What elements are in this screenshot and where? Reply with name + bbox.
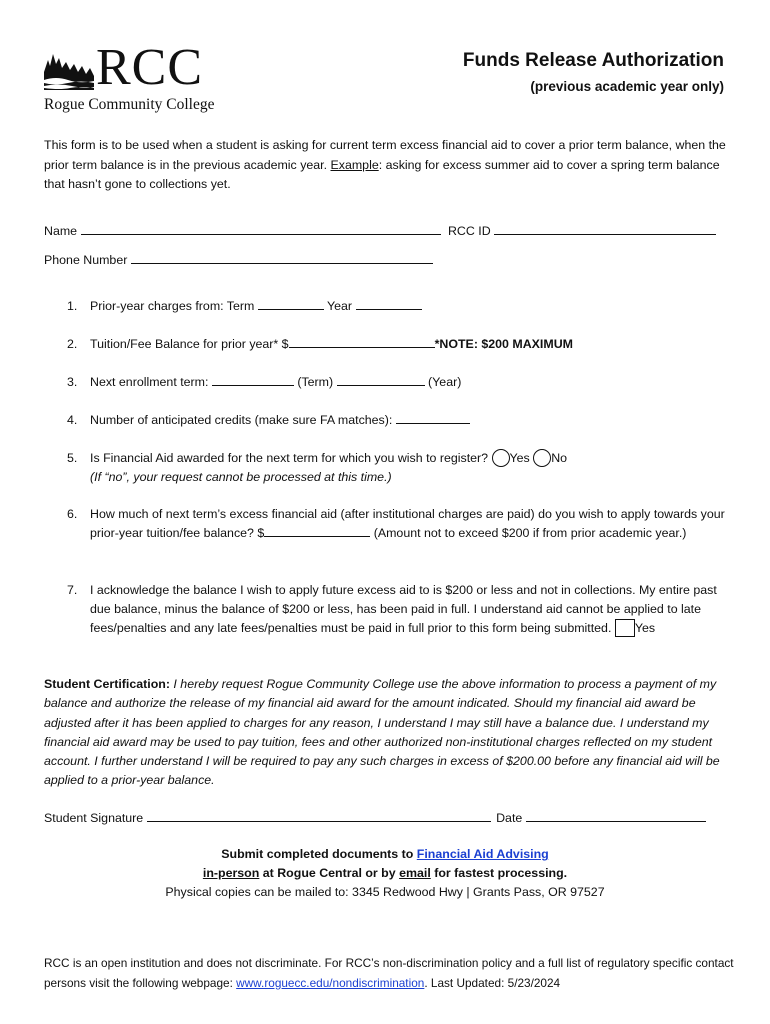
item-5-question: Is Financial Aid awarded for the next term for which you wish to register? [90, 451, 489, 465]
yes-label: Yes [509, 451, 530, 465]
phone-row [44, 251, 433, 267]
certification-label: Student Certification: [44, 677, 170, 691]
apply-amount-field[interactable] [264, 524, 370, 537]
logo-rcc-text: RCC [96, 39, 204, 96]
mailing-address: Physical copies can be mailed to: 3345 Redwood Hwy | Grants Pass, OR 97527 [165, 885, 605, 899]
footer-notice [44, 954, 734, 993]
item-number: 1. [67, 299, 78, 313]
item-3-label: Next enrollment term: [90, 375, 209, 389]
item-5-note: (If “no”, your request cannot be processed at this time.) [90, 470, 392, 484]
page-subtitle: (previous academic year only) [530, 79, 724, 94]
no-radio[interactable] [533, 449, 551, 467]
acknowledge-yes-label: Yes [634, 621, 656, 635]
certification-text: I hereby request Rogue Community College use the above information to process a payment of my balance and authorize the release of my financial aid award for the amount indicated. Should my financial aid award be adjusted after it has been applied to charges for any reason, I understand I may still have a balance due. I understand my financial aid award may be used to pay tuition, fees and other authorized non-institutional charges reflected on my student account. I further understand I will be required to pay any such charges in excess of $200.00 before any financial aid will be applied to a prior-year balance. [44, 677, 720, 788]
yes-radio[interactable] [492, 449, 510, 467]
logo-college-name: Rogue Community College [44, 96, 215, 113]
submit-line-2 [0, 866, 770, 880]
rogue-central-text: at Rogue Central or by [259, 866, 400, 880]
signature-field[interactable] [147, 809, 491, 822]
page-title: Funds Release Authorization [462, 50, 724, 71]
name-row [44, 222, 716, 238]
credits-field[interactable] [396, 411, 470, 424]
item-2-note: *NOTE: $200 MAXIMUM [434, 337, 573, 351]
item-number: 4. [67, 413, 78, 427]
nondiscrimination-link[interactable]: www.roguecc.edu/nondiscrimination [236, 975, 425, 990]
submit-line-1 [0, 847, 770, 861]
student-certification [44, 675, 734, 791]
intro-text-1: This form is to be used when a student is asking for current term excess financial aid to cover a prior term balance, when the prior term balance is in the previous academic year. [44, 138, 726, 172]
name-field[interactable] [81, 222, 441, 235]
phone-label: Phone Number [44, 253, 128, 267]
item-1-year-label: Year [327, 299, 353, 313]
intro-paragraph [44, 136, 734, 195]
item-3-year-label: (Year) [428, 375, 462, 389]
prior-term-field[interactable] [258, 297, 324, 310]
signature-label: Student Signature [44, 811, 144, 825]
item-2-label: Tuition/Fee Balance for prior year* $ [90, 337, 289, 351]
prior-year-field[interactable] [356, 297, 422, 310]
email-link[interactable]: email [399, 866, 431, 880]
footer-updated: . Last Updated: 5/23/2024 [424, 975, 561, 990]
phone-field[interactable] [131, 251, 433, 264]
item-7-text: I acknowledge the balance I wish to apply future excess aid to is $200 or less and not in collections. My entire past due balance, minus the balance of $200 or less, has been paid in full. I understand aid cannot be applied to late fees/penalties and any late fees/penalties must be paid in full prior to this form being submitted. [90, 583, 717, 635]
acknowledge-checkbox[interactable] [615, 619, 635, 637]
intro-example-label: Example [330, 157, 379, 172]
rcc-id-label: RCC ID [447, 224, 491, 238]
in-person-text: in-person [202, 866, 260, 880]
financial-aid-advising-link[interactable]: Financial Aid Advising [416, 847, 549, 861]
intro-text-2: : asking for excess summer aid to cover a spring term balance that hasn’t gone to collections yet. [44, 157, 720, 191]
next-term-field[interactable] [212, 373, 294, 386]
item-number: 2. [67, 337, 78, 351]
date-field[interactable] [526, 809, 706, 822]
item-number: 3. [67, 375, 78, 389]
rcc-id-field[interactable] [494, 222, 716, 235]
submit-text: Submit completed documents to [221, 847, 417, 861]
no-label: No [551, 451, 568, 465]
item-number: 5. [67, 451, 78, 465]
item-number: 6. [67, 507, 78, 521]
rcc-logo [44, 39, 234, 118]
tuition-balance-field[interactable] [289, 335, 435, 348]
trees-river-logo-icon [44, 50, 94, 90]
date-label: Date [496, 811, 523, 825]
item-number: 7. [67, 583, 78, 597]
next-year-field[interactable] [337, 373, 425, 386]
signature-row [44, 809, 706, 825]
item-3-term-label: (Term) [297, 375, 334, 389]
item-1-term-label: Prior-year charges from: Term [90, 299, 255, 313]
fastest-processing-text: for fastest processing. [430, 866, 568, 880]
name-label: Name [44, 224, 78, 238]
item-6-note: (Amount not to exceed $200 if from prior academic year.) [373, 526, 687, 540]
footer-text: RCC is an open institution and does not discriminate. For RCC’s non-discrimination policy and a full list of regulatory specific contact persons visit the following webpage: [44, 956, 734, 990]
item-6-question: How much of next term’s excess financial aid (after institutional charges are paid) do you wish to apply towards your prior-year tuition/fee balance? $ [90, 507, 725, 540]
item-4-label: Number of anticipated credits (make sure FA matches): [90, 413, 393, 427]
